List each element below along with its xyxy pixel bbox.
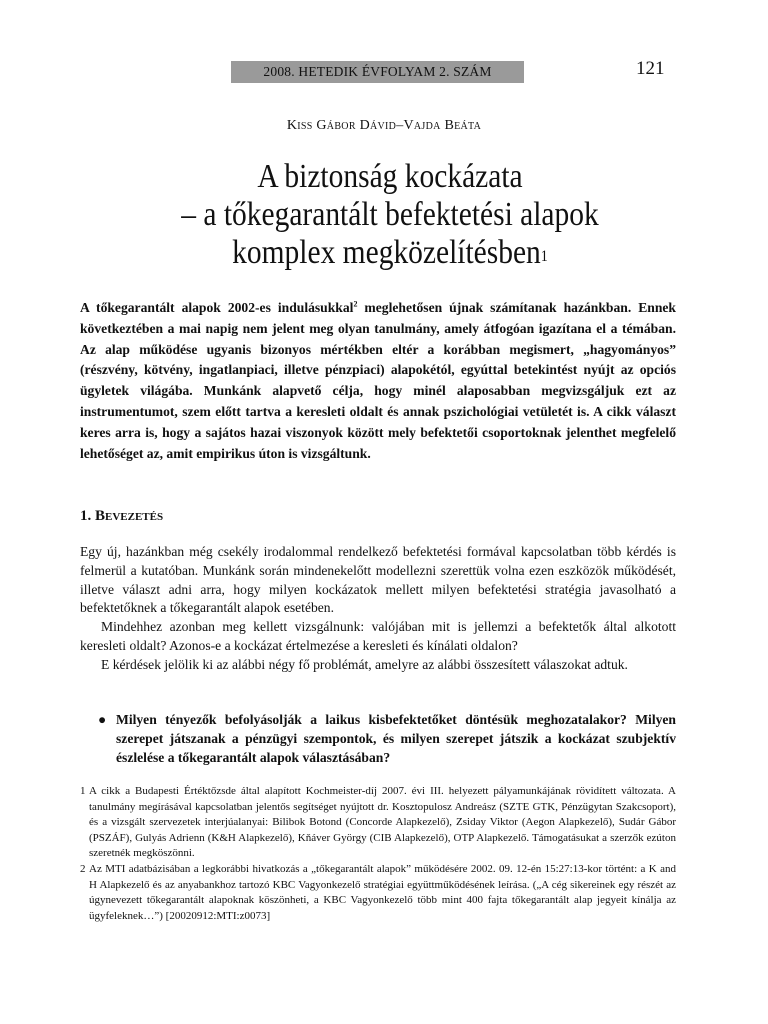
section-heading: 1. Bevezetés <box>80 508 164 524</box>
title-footnote-ref: 1 <box>540 248 548 265</box>
abstract-text-1: A tőkegarantált alapok 2002-es indulásukkal <box>80 300 354 315</box>
running-header <box>231 61 524 83</box>
article-authors: Kiss Gábor Dávid–Vajda Beáta <box>286 118 482 133</box>
title-line-2: – a tőkegarantált befektetési alapok <box>181 196 599 233</box>
title-line-3-text: komplex megközelítésben <box>232 234 541 271</box>
footnote-text: Az MTI adatbázisában a legkorábbi hivatkozás a „tőkegarantált alapok” működésére 2002. 09. 12-én 15:27:13-kor történt: a K and H Alapkezelő és az anyabankhoz tartozó KBC Vagyonkezelő stratégiai együttműködésének leírása. („A cég sikereinek egy részét az úgynevezett tőkegarantált alapoknak köszönheti, a KBC Vagyonkezelő több mint 400 fajta tőkegarantált alap jegyeit kínálja az ügyfeleknek…”) [20020912:MTI:z0073] <box>89 862 676 922</box>
abstract-footnote-ref: 2 <box>353 299 358 309</box>
title-line-3 <box>152 234 627 272</box>
body-paragraph-2: Mindehhez azonban meg kellett vizsgálnunk: valójában mit is jellemzi a befektetők által alkotott keresleti oldalt? Azonos-e a kockázat értelmezése a keresleti és kínálati oldalon? <box>80 619 676 653</box>
footnote-text: A cikk a Budapesti Értéktőzsde által alapított Kochmeister-díj 2007. évi III. helyezett pályamunkájának rövidített változata. A tanulmány megírásával kapcsolatban jelentős segítséget nyújtott dr. Kosztopulosz Andreász (SZTE GTK, Pénzügytan Szakcsoport), és a vizsgált szervezetek interjúalanyai: Bilibok Botond (Concorde Alapkezelő), Zsiday Viktor (Aegon Alapkezelő), Sudár Gábor (PSZÁF), Gulyás Adrienn (K&H Alapkezelő), Kňáver György (CIB Alapkezelő), OTP Alapkezelő. Támogatásukat a szerzők ezúton szeretnék megköszönni. <box>89 785 676 860</box>
body-paragraph-1: Egy új, hazánkban még csekély irodalommal rendelkező befektetési formával kapcsolatban több kérdés is felmerül a kutatóban. Munkánk során mindenekelőtt modellezni szerettük volna ezen eszközök működését, illetve választ adni arra, hogy milyen kockázatok mellett milyen befektetési stratégia javasolható a befektetőknek a tőkegarantált alapok esetében. <box>80 544 676 616</box>
bullet-icon: ● <box>98 712 107 727</box>
footnote-number: 1 <box>80 785 86 797</box>
abstract <box>80 298 676 464</box>
body-paragraph-3: E kérdések jelölik ki az alábbi négy fő problémát, amelyre az alábbi összesített válaszokat adtuk. <box>101 656 628 672</box>
footnote-2 <box>80 862 676 924</box>
question-list <box>98 710 676 768</box>
page-number: 121 <box>636 58 665 79</box>
abstract-text-2: meglehetősen újnak számítanak hazánkban. Ennek következtében a mai napig nem jelent meg olyan tanulmány, amely átfogóan igazítana el a témában. Az alap működése ugyanis bizonyos mértékben eltér a korábban megismert, „hagyományos” (részvény, kötvény, ingatlanpiaci, illetve pénzpiaci) alapokétól, egyúttal betekintést nyújt az opciós ügyletek világába. Munkánk alapvető célja, hogy minél alaposabban megvizsgáljuk ezt az instrumentumot, szem előtt tartva a keresleti oldalt és annak pszichológiai vetületét is. A cikk választ keres arra is, hogy a sajátos hazai viszonyok között mely befektetői csoportoknak jelenthet megfelelő lehetőséget az, amit empirikus úton is vizsgáltunk. <box>80 300 676 461</box>
article-title <box>152 158 627 272</box>
footnotes <box>80 784 676 924</box>
title-line-1: A biztonság kockázata <box>257 158 523 195</box>
section-body <box>80 543 676 675</box>
journal-issue: 2008. HETEDIK ÉVFOLYAM 2. SZÁM <box>263 64 492 79</box>
question-item: Milyen tényezők befolyásolják a laikus kisbefektetőket döntésük meghozatalakor? Milyen szerepet játszanak a pénzügyi szempontok, és milyen szerepet játszik a kockázat szubjektív észlelése a tőkegarantált alapok választásában? <box>116 712 676 766</box>
footnote-number: 2 <box>80 862 86 875</box>
footnote-1 <box>80 784 676 862</box>
